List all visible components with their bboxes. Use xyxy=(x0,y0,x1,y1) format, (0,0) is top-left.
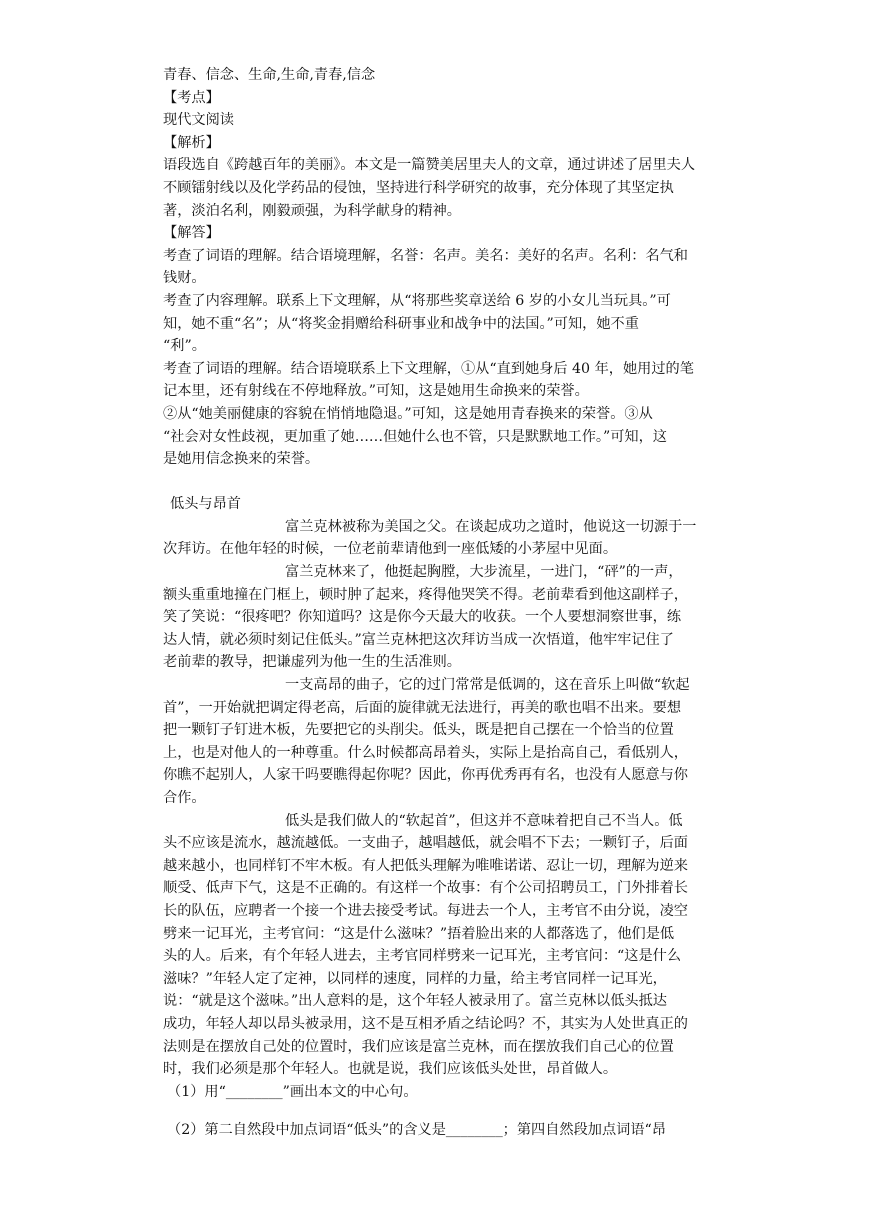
jieda-line: “社会对女性歧视，更加重了她……但她什么也不管，只是默默地工作。”可知，这 xyxy=(163,428,667,445)
document-page xyxy=(163,64,743,1142)
paragraph-line: 头不应该是流水，越流越低。一支曲子，越唱越低，就会唱不下去；一颗钉子，后面 xyxy=(163,835,688,852)
article-paragraph-3 xyxy=(163,674,743,810)
paragraph-line: 成功，年轻人却以昂头被录用，这不是互相矛盾之结论吗？不，其实为人处世真正的 xyxy=(163,1015,688,1032)
paragraph-line: 把一颗钉子钉进木板，先要把它的头削尖。低头，既是把自己摆在一个恰当的位置 xyxy=(163,722,674,739)
paragraph-line: 达人情，就必须时刻记住低头。”富兰克林把这次拜访当成一次悟道，他牢牢记住了 xyxy=(163,631,674,648)
article-title: 低头与昂首 xyxy=(170,496,241,513)
article-paragraph-4 xyxy=(163,810,743,1081)
jieda-line: 记本里，还有射线在不停地释放。”可知，这是她用生命换来的荣誉。 xyxy=(163,383,589,400)
paragraph-line: 上，也是对他人的一种尊重。什么时候都高昂着头，实际上是抬高自己，看低别人， xyxy=(163,744,688,761)
jieda-line: “利”。 xyxy=(163,338,206,355)
jiexi-line: 不顾镭射线以及化学药品的侵蚀，坚持进行科学研究的故事，充分体现了其坚定执 xyxy=(163,179,674,196)
paragraph-line: 低头是我们做人的“软起首”，但这并不意味着把自己不当人。低 xyxy=(285,812,683,829)
article-paragraph-1 xyxy=(163,516,743,561)
paragraph-line: 长的队伍，应聘者一个接一个进去接受考试。每进去一个人，主考官不由分说，凌空 xyxy=(163,902,688,919)
jieda-line: 是她用信念换来的荣誉。 xyxy=(163,451,320,468)
paragraph-line: 富兰克林来了，他挺起胸膛，大步流星，一进门，“砰”的一声， xyxy=(285,564,683,581)
paragraph-line: 顺受、低声下气，这是不正确的。有这样一个故事：有个公司招聘员工，门外排着长 xyxy=(163,880,688,897)
paragraph-line: 越来越小，也同样钉不牢木板。有人把低头理解为唯唯诺诺、忍让一切，理解为逆来 xyxy=(163,857,688,874)
jieda-heading: 【解答】 xyxy=(163,225,220,242)
question-2: （2）第二自然段中加点词语“低头”的含义是________；第四自然段加点词语“昂 xyxy=(167,1122,666,1139)
paragraph-line: 说：“就是这个滋味。”出人意料的是，这个年轻人被录用了。富兰克林以低头抵达 xyxy=(163,993,667,1010)
paragraph-line: 首”，一开始就把调定得老高，后面的旋律就无法进行，再美的歌也唱不出来。要想 xyxy=(163,699,682,716)
paragraph-line: 时，我们必须是那个年轻人。也就是说，我们应该低头处世，昂首做人。 xyxy=(163,1061,618,1078)
jieda-line: 知，她不重“名”；从“将奖金捐赠给科研事业和战争中的法国。”可知，她不重 xyxy=(163,315,639,332)
paragraph-line: 次拜访。在他年轻的时候，一位老前辈请他到一座低矮的小茅屋中见面。 xyxy=(163,541,618,558)
jieda-line: ②从“她美丽健康的容貌在悄悄地隐退。”可知，这是她用青春换来的荣誉。③从 xyxy=(163,405,653,422)
jiexi-line: 著，淡泊名利，刚毅顽强，为科学献身的精神。 xyxy=(163,202,461,219)
kaodian-heading: 【考点】 xyxy=(163,89,220,106)
paragraph-line: 法则是在摆放自己处的位置时，我们应该是富兰克林，而在摆放我们自己心的位置 xyxy=(163,1038,674,1055)
paragraph-line: 一支高昂的曲子，它的过门常常是低调的，这在音乐上叫做“软起 xyxy=(285,677,690,694)
paragraph-line: 头的人。后来，有个年轻人进去，主考官同样劈来一记耳光，主考官问：“这是什么 xyxy=(163,948,682,965)
article-paragraph-2 xyxy=(163,561,743,674)
jieda-line: 考查了词语的理解。结合语境联系上下文理解，①从“直到她身后 40 年，她用过的笔 xyxy=(163,360,694,377)
paragraph-line: 滋味？”年轻人定了定神，以同样的速度，同样的力量，给主考官同样一记耳光， xyxy=(163,970,667,987)
paragraph-line: 你瞧不起别人，人家干吗要瞧得起你呢？因此，你再优秀再有名，也没有人愿意与你 xyxy=(163,767,688,784)
question-1: （1）用“________”画出本文的中心句。 xyxy=(167,1083,418,1100)
paragraph-line: 富兰克林被称为美国之父。在谈起成功之道时，他说这一切源于一 xyxy=(285,518,697,535)
paragraph-line: 老前辈的教导，把谦虚列为他一生的生活准则。 xyxy=(163,654,461,671)
jiexi-heading: 【解析】 xyxy=(163,134,220,151)
jieda-line: 考查了词语的理解。结合语境理解，名誉：名声。美名：美好的名声。名利：名气和 xyxy=(163,247,688,264)
paragraph-line: 笑了笑说：“很疼吧？你知道吗？这是你今天最大的收获。一个人要想洞察世事，练 xyxy=(163,609,682,626)
blank-spacer xyxy=(163,471,743,494)
kaodian-line: 现代文阅读 xyxy=(163,112,234,129)
jieda-line: 考查了内容理解。联系上下文理解，从“将那些奖章送给 6 岁的小女儿当玩具。”可 xyxy=(163,292,671,309)
jieda-line: 钱财。 xyxy=(163,270,206,287)
paragraph-line: 额头重重地撞在门框上，顿时肿了起来，疼得他哭笑不得。老前辈看到他这副样子， xyxy=(163,586,688,603)
jiexi-line: 语段选自《跨越百年的美丽》。本文是一篇赞美居里夫人的文章，通过讲述了居里夫人 xyxy=(163,157,696,174)
paragraph-line: 劈来一记耳光，主考官问：“这是什么滋味？”捂着脸出来的人都落选了，他们是低 xyxy=(163,925,675,942)
paragraph-line: 合作。 xyxy=(163,790,206,806)
answer-line: 青春、信念、生命,生命,青春,信念 xyxy=(163,67,376,83)
